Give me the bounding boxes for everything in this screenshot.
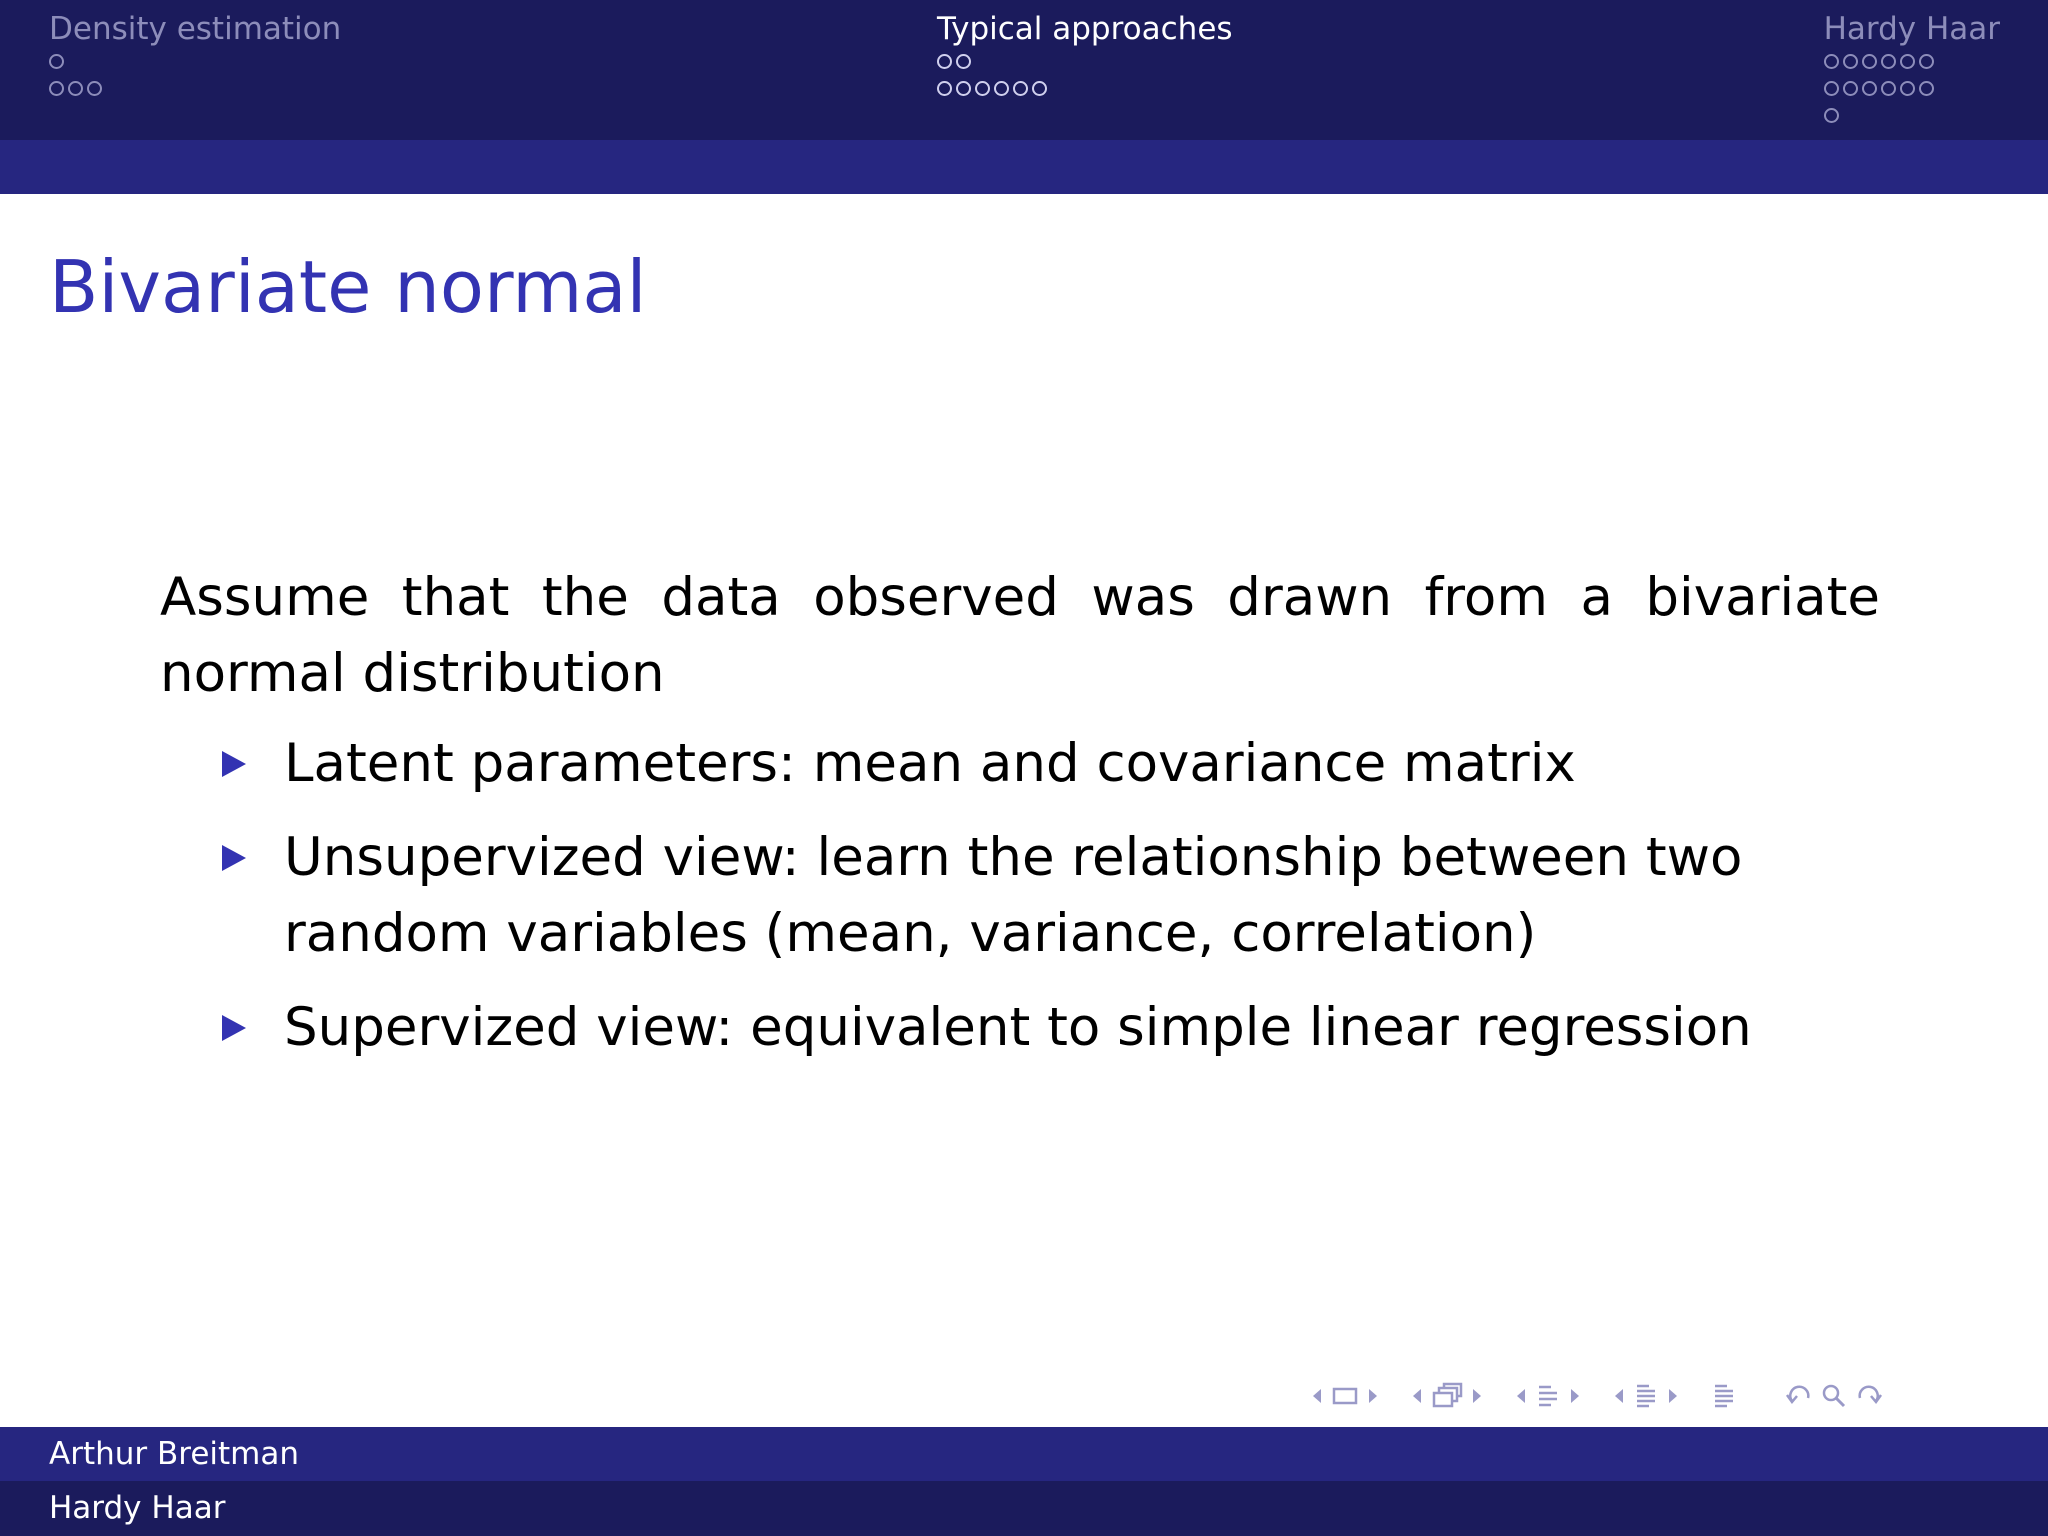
nav-section-title[interactable]: Hardy Haar bbox=[1823, 11, 2000, 47]
search-nav bbox=[1784, 1382, 1890, 1410]
arrow-right-icon[interactable] bbox=[1666, 1386, 1680, 1406]
frame-dot[interactable] bbox=[1919, 81, 1934, 96]
arrow-left-icon[interactable] bbox=[1310, 1386, 1324, 1406]
frame-dot[interactable] bbox=[68, 81, 83, 96]
frame-dot[interactable] bbox=[1919, 54, 1934, 69]
triangle-bullet-icon bbox=[222, 1015, 246, 1041]
subsection-nav-icon[interactable] bbox=[1430, 1381, 1464, 1411]
frame-dot[interactable] bbox=[1881, 54, 1896, 69]
bullet-item bbox=[160, 726, 1880, 802]
subsection-dots bbox=[937, 75, 1233, 102]
frame-dot[interactable] bbox=[1862, 54, 1877, 69]
frame-dot[interactable] bbox=[1824, 81, 1839, 96]
frame-nav bbox=[1310, 1384, 1386, 1408]
frame-dot[interactable] bbox=[937, 54, 952, 69]
presentation-nav bbox=[1612, 1382, 1686, 1410]
bullet-text: Unsupervized view: learn the relationship between two random variables (mean, variance, correlation) bbox=[284, 827, 1743, 964]
intro-paragraph: Assume that the data observed was drawn from a bivariate normal distribution bbox=[160, 567, 1880, 704]
subsection-dots bbox=[49, 48, 341, 75]
frame-dot[interactable] bbox=[49, 81, 64, 96]
frame-dot[interactable] bbox=[1824, 54, 1839, 69]
frame-dot[interactable] bbox=[49, 54, 64, 69]
subsection-dots bbox=[1824, 75, 2000, 102]
arrow-left-icon[interactable] bbox=[1612, 1386, 1626, 1406]
frame-nav-icon[interactable] bbox=[1330, 1384, 1360, 1408]
navigation-symbols bbox=[1310, 1378, 2040, 1414]
section-nav-icon[interactable] bbox=[1534, 1382, 1562, 1410]
frame-dot[interactable] bbox=[1881, 81, 1896, 96]
bullet-text: Supervized view: equivalent to simple linear regression bbox=[284, 997, 1752, 1058]
frame-dot[interactable] bbox=[1013, 81, 1028, 96]
frame-dot[interactable] bbox=[1900, 54, 1915, 69]
frame-dot[interactable] bbox=[1900, 81, 1915, 96]
arrow-right-icon[interactable] bbox=[1366, 1386, 1380, 1406]
presentation-nav-icon[interactable] bbox=[1632, 1382, 1660, 1410]
search-icon[interactable] bbox=[1820, 1382, 1848, 1410]
subsection-dots bbox=[1824, 48, 2000, 75]
triangle-bullet-icon bbox=[222, 751, 246, 777]
bullet-text: Latent parameters: mean and covariance matrix bbox=[284, 733, 1576, 794]
bullet-item bbox=[160, 820, 1880, 972]
back-icon[interactable] bbox=[1784, 1382, 1814, 1410]
nav-section-title[interactable]: Typical approaches bbox=[937, 11, 1233, 47]
frame-dot[interactable] bbox=[994, 81, 1009, 96]
appendix-icon[interactable] bbox=[1710, 1382, 1738, 1410]
forward-icon[interactable] bbox=[1854, 1382, 1884, 1410]
arrow-right-icon[interactable] bbox=[1568, 1386, 1582, 1406]
nav-section-typical-approaches[interactable] bbox=[937, 10, 1233, 102]
slide-body bbox=[160, 560, 1880, 1084]
footer-author: Arthur Breitman bbox=[49, 1436, 300, 1472]
arrow-left-icon[interactable] bbox=[1410, 1386, 1424, 1406]
subsection-dots bbox=[937, 48, 1233, 75]
subsection-dots bbox=[49, 75, 341, 102]
bullet-list bbox=[160, 726, 1880, 1066]
header-navigation bbox=[0, 0, 2048, 140]
frame-dot[interactable] bbox=[1824, 108, 1839, 123]
frame-dot[interactable] bbox=[1843, 54, 1858, 69]
frame-dot[interactable] bbox=[975, 81, 990, 96]
nav-section-hardy-haar[interactable] bbox=[1824, 10, 2000, 129]
frame-dot[interactable] bbox=[937, 81, 952, 96]
footer-short-title: Hardy Haar bbox=[49, 1490, 226, 1526]
frame-dot[interactable] bbox=[956, 54, 971, 69]
arrow-left-icon[interactable] bbox=[1514, 1386, 1528, 1406]
header-band bbox=[0, 140, 2048, 194]
frame-dot[interactable] bbox=[1032, 81, 1047, 96]
nav-section-density-estimation[interactable] bbox=[49, 10, 341, 102]
section-nav bbox=[1514, 1382, 1588, 1410]
frame-title: Bivariate normal bbox=[49, 245, 647, 329]
frame-dot[interactable] bbox=[956, 81, 971, 96]
frame-dot[interactable] bbox=[87, 81, 102, 96]
triangle-bullet-icon bbox=[222, 845, 246, 871]
arrow-right-icon[interactable] bbox=[1470, 1386, 1484, 1406]
appendix-nav bbox=[1710, 1382, 1744, 1410]
frame-dot[interactable] bbox=[1843, 81, 1858, 96]
subsection-nav bbox=[1410, 1381, 1490, 1411]
frame-dot[interactable] bbox=[1862, 81, 1877, 96]
nav-section-title[interactable]: Density estimation bbox=[49, 11, 342, 47]
footer-title-bar bbox=[0, 1481, 2048, 1536]
bullet-item bbox=[160, 990, 1880, 1066]
footer-author-bar bbox=[0, 1427, 2048, 1481]
subsection-dots bbox=[1824, 102, 2000, 129]
